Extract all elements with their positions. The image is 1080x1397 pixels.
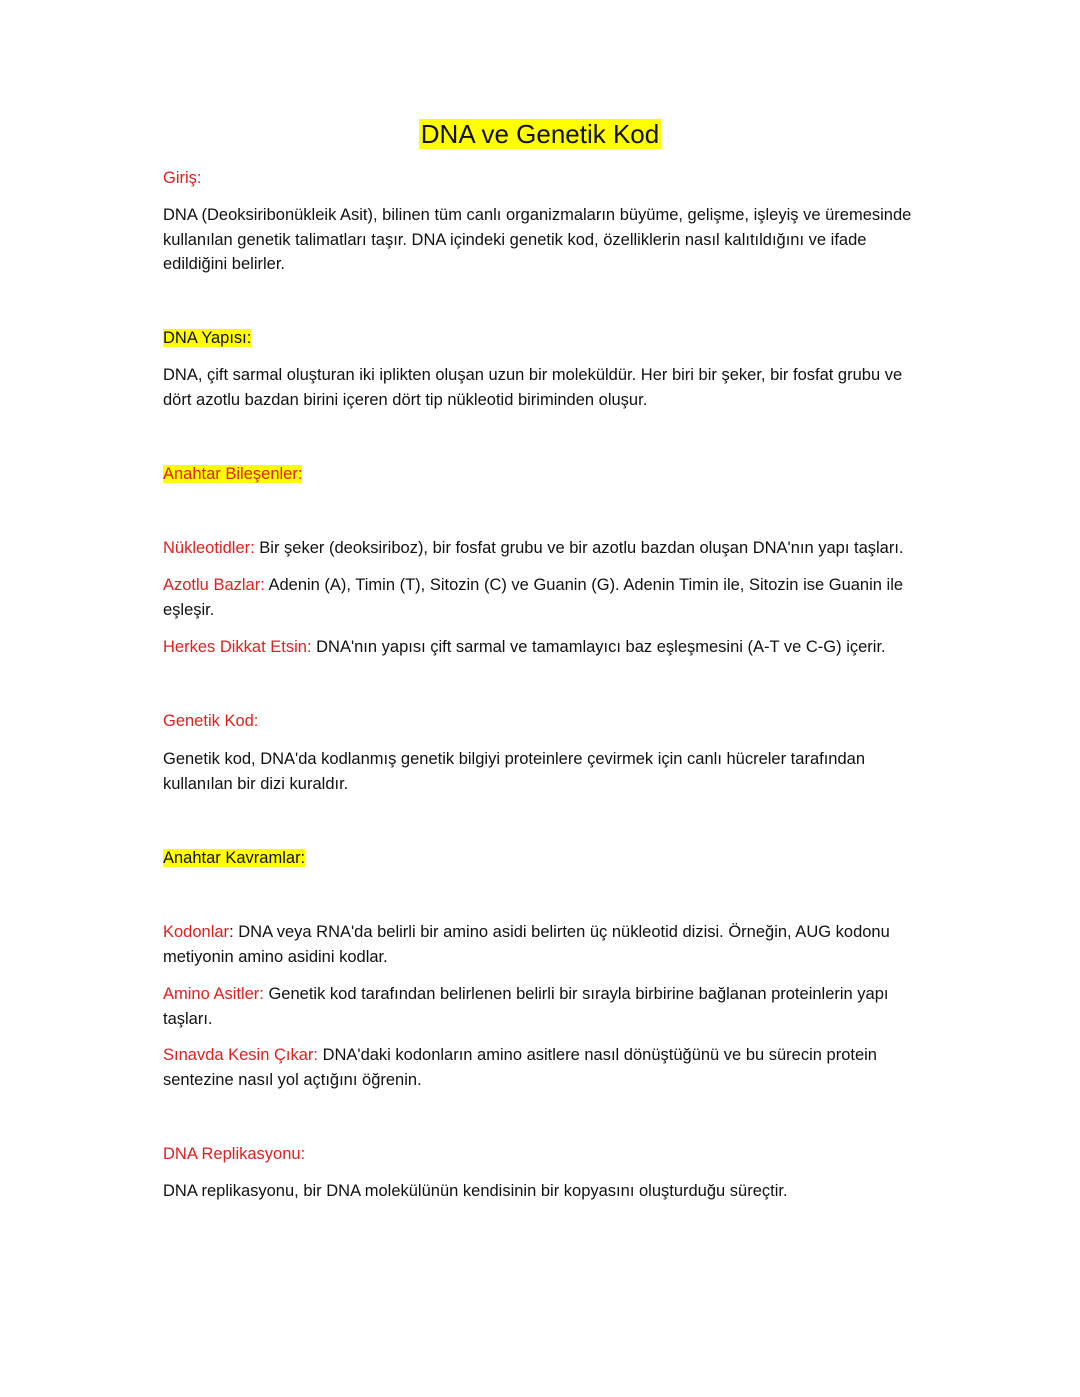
structure-heading: DNA Yapısı: — [163, 329, 252, 347]
concepts-item — [163, 1043, 933, 1092]
components-item — [163, 536, 933, 561]
structure-paragraph-wrap — [163, 363, 933, 412]
document-title: DNA ve Genetik Kod — [420, 119, 660, 149]
components-term: Herkes Dikkat Etsin: — [163, 638, 312, 656]
genetic-code-heading-wrap — [163, 709, 933, 734]
components-text: Adenin (A), Timin (T), Sitozin (C) ve Guanin (G). Adenin Timin ile, Sitozin ise Guanin ile eşleşir. — [163, 576, 904, 619]
concepts-item — [163, 982, 933, 1031]
replication-paragraph: DNA replikasyonu, bir DNA molekülünün kendisinin bir kopyasını oluşturduğu süreçtir. — [163, 1182, 788, 1200]
genetic-code-paragraph-wrap — [163, 747, 933, 796]
concepts-item — [163, 920, 933, 969]
concepts-term: Kodonlar — [163, 923, 230, 941]
components-item — [163, 573, 933, 622]
components-heading-wrap — [163, 462, 933, 487]
concepts-text: Genetik kod tarafından belirlenen belirli bir sırayla birbirine bağlanan proteinlerin yapı taşları. — [163, 985, 889, 1028]
concepts-term: Amino Asitler: — [163, 985, 264, 1003]
components-term: Nükleotidler: — [163, 539, 255, 557]
concepts-text: : DNA veya RNA'da belirli bir amino asidi belirten üç nükleotid dizisi. Örneğin, AUG kodonu metiyonin amino asidini kodlar. — [163, 923, 890, 966]
intro-paragraph: DNA (Deoksiribonükleik Asit), bilinen tüm canlı organizmaların büyüme, gelişme, işleyiş ve üremesinde kullanılan genetik talimatları taşır. DNA içindeki genetik kod, özelliklerin nasıl kalıtıldığını ve ifade edildiğini belirler. — [163, 206, 912, 273]
concepts-heading-wrap — [163, 846, 933, 871]
structure-heading-wrap — [163, 326, 933, 351]
components-item — [163, 635, 933, 660]
replication-heading: DNA Replikasyonu: — [163, 1145, 306, 1163]
components-term: Azotlu Bazlar: — [163, 576, 265, 594]
concepts-heading: Anahtar Kavramlar: — [163, 849, 306, 867]
concepts-term: Sınavda Kesin Çıkar: — [163, 1046, 318, 1064]
components-text: DNA'nın yapısı çift sarmal ve tamamlayıcı baz eşleşmesini (A-T ve C-G) içerir. — [311, 638, 886, 656]
genetic-code-heading: Genetik Kod: — [163, 712, 259, 730]
replication-paragraph-wrap — [163, 1179, 933, 1204]
replication-heading-wrap — [163, 1142, 933, 1167]
intro-heading-wrap — [163, 166, 933, 191]
concepts-text: DNA'daki kodonların amino asitlere nasıl dönüştüğünü ve bu sürecin protein sentezine nasıl yol açtığını öğrenin. — [163, 1046, 877, 1089]
components-heading: Anahtar Bileşenler: — [163, 465, 303, 483]
intro-paragraph-wrap — [163, 203, 933, 277]
intro-heading: Giriş: — [163, 169, 202, 187]
components-text: Bir şeker (deoksiriboz), bir fosfat grubu ve bir azotlu bazdan oluşan DNA'nın yapı taşları. — [254, 539, 904, 557]
document-title-wrap — [0, 116, 1080, 152]
structure-paragraph: DNA, çift sarmal oluşturan iki iplikten oluşan uzun bir moleküldür. Her biri bir şeker, bir fosfat grubu ve dört azotlu bazdan birini içeren dört tip nükleotid biriminden oluşur. — [163, 366, 903, 409]
genetic-code-paragraph: Genetik kod, DNA'da kodlanmış genetik bilgiyi proteinlere çevirmek için canlı hücreler tarafından kullanılan bir dizi kuraldır. — [163, 750, 865, 793]
